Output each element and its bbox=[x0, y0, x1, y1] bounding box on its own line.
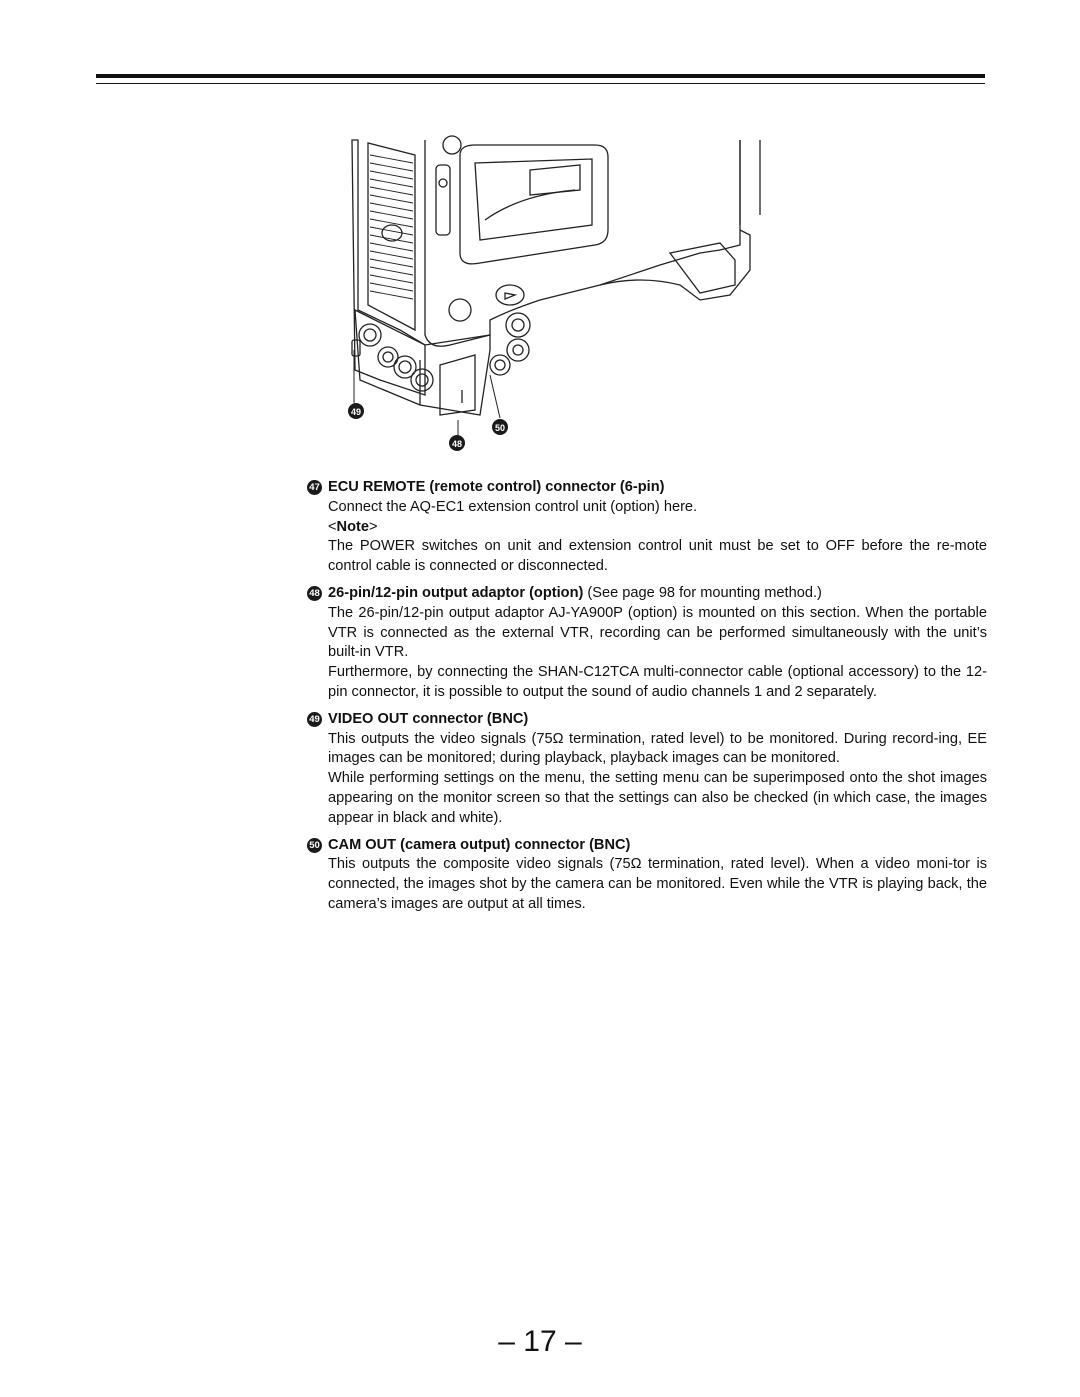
item-ecu-remote bbox=[307, 478, 987, 577]
cam-out-bnc-connector bbox=[507, 339, 529, 361]
item-paragraph: The 26-pin/12-pin output adaptor AJ-YA900P (option) is mounted on this section. When the portable VTR is connected as the external VTR, recording can be performed simultaneously with the unit’s built-in VTR. bbox=[328, 604, 987, 661]
note-close-bracket: > bbox=[368, 518, 378, 535]
video-out-bnc-connector bbox=[490, 355, 510, 375]
item-heading bbox=[307, 836, 987, 856]
bnc-connector-top bbox=[506, 313, 530, 337]
item-number-badge: 47 bbox=[307, 480, 322, 495]
callout-50 bbox=[492, 419, 508, 435]
item-number-badge: 48 bbox=[307, 586, 322, 601]
header-rule-thick bbox=[96, 74, 985, 78]
item-title: ECU REMOTE (remote control) connector (6-pin) bbox=[328, 479, 665, 495]
item-heading bbox=[307, 478, 987, 498]
callout-50-label: 50 bbox=[494, 423, 506, 433]
callout-49 bbox=[348, 403, 364, 419]
xlr-connector-3 bbox=[411, 369, 433, 391]
item-heading bbox=[307, 710, 987, 730]
item-title: 26-pin/12-pin output adaptor (option) bbox=[328, 584, 584, 601]
output-adaptor-housing bbox=[440, 355, 475, 415]
note-open-bracket: < bbox=[328, 518, 337, 535]
item-paragraph: Connect the AQ-EC1 extension control unit (option) here. bbox=[328, 498, 698, 515]
item-paragraph: While performing settings on the menu, the setting menu can be superimposed onto the shot images appearing on the monitor screen so that the settings can also be checked (in which case, the images appear in black and white). bbox=[328, 770, 987, 826]
note-label-text: Note bbox=[336, 518, 369, 535]
item-title: CAM OUT (camera output) connector (BNC) bbox=[328, 836, 631, 853]
battery-plate-outline bbox=[352, 140, 425, 395]
item-paragraph: This outputs the composite video signals (75Ω termination, rated level). When a video moni-tor is connected, the images shot by the camera can be monitored. Even while the VTR is playing back, the camera’s images are output at all times. bbox=[328, 856, 987, 912]
page-number: – 17 – bbox=[498, 1325, 582, 1358]
item-title-suffix: (See page 98 for mounting method.) bbox=[583, 584, 822, 601]
item-video-out bbox=[307, 710, 987, 829]
connector-descriptions bbox=[307, 478, 987, 922]
item-number-badge: 50 bbox=[307, 838, 322, 853]
note-text: The POWER switches on unit and extension control unit must be set to OFF before the re-mote control cable is connected or disconnected. bbox=[328, 538, 987, 575]
grille-ribs bbox=[370, 155, 413, 299]
xlr-connector-1 bbox=[359, 324, 381, 346]
item-heading bbox=[307, 584, 987, 604]
callout-48 bbox=[449, 435, 465, 451]
item-output-adaptor bbox=[307, 584, 987, 703]
callout-49-label: 49 bbox=[350, 407, 362, 417]
door-latch bbox=[436, 165, 450, 235]
callout-48-label: 48 bbox=[451, 439, 463, 449]
camera-body-outline bbox=[425, 140, 740, 346]
item-title: VIDEO OUT connector (BNC) bbox=[328, 710, 529, 727]
item-cam-out bbox=[307, 836, 987, 915]
header-rule-thin bbox=[96, 83, 985, 84]
camera-side-panel-illustration bbox=[340, 135, 780, 460]
note-label bbox=[307, 518, 987, 538]
item-paragraph: This outputs the video signals (75Ω termination, rated level) to be monitored. During record-ing, EE images can be monitored; during playback, playback images can be monitored. bbox=[328, 730, 987, 767]
item-paragraph: Furthermore, by connecting the SHAN-C12TCA multi-connector cable (optional accessory) to the 12-pin connector, it is possible to output the sound of audio channels 1 and 2 separately. bbox=[328, 664, 987, 700]
item-number-badge: 49 bbox=[307, 712, 322, 727]
